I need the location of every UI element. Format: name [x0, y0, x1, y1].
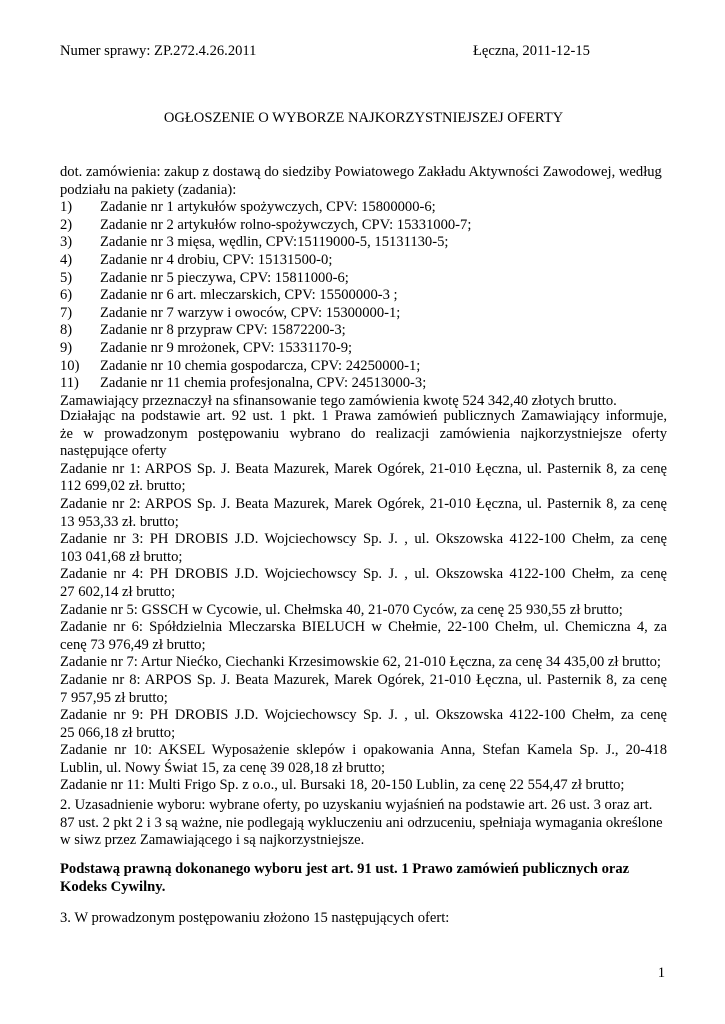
task-item [60, 252, 667, 270]
task-number: 4) [60, 251, 73, 268]
legal-basis-section [60, 861, 667, 896]
award-line: Zadanie nr 4: PH DROBIS J.D. Wojciechowscy Sp. J. , ul. Okszowska 4122-100 Chełm, za cenę [60, 566, 667, 583]
award-item [60, 777, 667, 795]
task-item [60, 322, 667, 340]
award-line: 25 066,18 zł brutto; [60, 724, 176, 741]
award-item [60, 707, 667, 742]
legal-basis-line: Kodeks Cywilny. [60, 878, 166, 895]
task-text: Zadanie nr 10 chemia gospodarcza, CPV: 24250000-1; [100, 357, 421, 374]
task-text: Zadanie nr 1 artykułów spożywczych, CPV: 15800000-6; [100, 199, 436, 216]
task-item [60, 340, 667, 358]
task-text: Zadanie nr 8 przypraw CPV: 15872200-3; [100, 322, 346, 339]
task-number: 2) [60, 216, 73, 233]
task-text: Zadanie nr 11 chemia profesjonalna, CPV: 24513000-3; [100, 375, 427, 392]
offers-count: 3. W prowadzonym postępowaniu złożono 15 następujących ofert: [60, 910, 450, 926]
document-header [60, 43, 667, 61]
award-line: Zadanie nr 6: Spółdzielnia Mleczarska BIELUCH w Chełmie, 22-100 Chełm, ul. Chemiczna 4, za [60, 619, 667, 636]
task-number: 7) [60, 304, 73, 321]
award-item [60, 496, 667, 531]
task-number: 10) [60, 357, 80, 374]
award-line: cenę 73 976,49 zł brutto; [60, 636, 206, 653]
intro-line: że w prowadzonym postępowaniu wybrano do realizacji zamówienia najkorzystniejsze oferty [60, 425, 667, 442]
intro-line: następujące oferty [60, 443, 167, 460]
award-line: Zadanie nr 10: AKSEL Wyposażenie sklepów i opakowania Anna, Stefan Kamela Sp. J., 20-418 [60, 742, 667, 759]
award-item [60, 672, 667, 707]
award-line: Zadanie nr 7: Artur Niećko, Ciechanki Krzesimowskie 62, 21-010 Łęczna, za cenę 34 435,00 zł brutto; [60, 654, 661, 671]
task-text: Zadanie nr 9 mrożonek, CPV: 15331170-9; [100, 339, 353, 356]
subject-section [60, 164, 667, 410]
award-line: Zadanie nr 1: ARPOS Sp. J. Beata Mazurek, Marek Ogórek, 21-010 Łęczna, ul. Pasternik 8, za cenę [60, 460, 667, 477]
task-item [60, 287, 667, 305]
task-number: 5) [60, 269, 73, 286]
award-line: Zadanie nr 11: Multi Frigo Sp. z o.o., ul. Bursaki 18, 20-150 Lublin, za cenę 22 554,47 zł brutto; [60, 777, 625, 794]
justification-line: w siwz przez Zamawiającego i są najkorzystniejsze. [60, 832, 365, 849]
award-line: Zadanie nr 2: ARPOS Sp. J. Beata Mazurek, Marek Ogórek, 21-010 Łęczna, ul. Pasternik 8, za cenę [60, 495, 667, 512]
task-text: Zadanie nr 3 mięsa, wędlin, CPV:15119000-5, 15131130-5; [100, 234, 449, 251]
award-line: Zadanie nr 3: PH DROBIS J.D. Wojciechowscy Sp. J. , ul. Okszowska 4122-100 Chełm, za cenę [60, 531, 667, 548]
task-text: Zadanie nr 2 artykułów rolno-spożywczych, CPV: 15331000-7; [100, 216, 472, 233]
task-text: Zadanie nr 4 drobiu, CPV: 15131500-0; [100, 251, 333, 268]
award-item [60, 461, 667, 496]
justification-line: 2. Uzasadnienie wyboru: wybrane oferty, po uzyskaniu wyjaśnień na podstawie art. 26 ust. 3 oraz art. [60, 797, 653, 813]
legal-basis-line: Podstawą prawną dokonanego wyboru jest art. 91 ust. 1 Prawo zamówień publicznych oraz [60, 861, 630, 877]
task-number: 11) [60, 375, 79, 392]
award-line: 103 041,68 zł brutto; [60, 548, 183, 565]
task-item [60, 358, 667, 376]
award-item [60, 566, 667, 601]
document-page [60, 0, 667, 1024]
task-text: Zadanie nr 7 warzyw i owoców, CPV: 15300000-1; [100, 304, 401, 321]
task-text: Zadanie nr 5 pieczywa, CPV: 15811000-6; [100, 269, 349, 286]
award-line: Zadanie nr 9: PH DROBIS J.D. Wojciechowscy Sp. J. , ul. Okszowska 4122-100 Chełm, za cenę [60, 707, 667, 724]
award-item [60, 619, 667, 654]
task-item [60, 217, 667, 235]
task-item [60, 375, 667, 393]
award-item [60, 654, 667, 672]
award-line: 27 602,14 zł brutto; [60, 583, 176, 600]
award-item [60, 602, 667, 620]
selection-section [60, 408, 667, 795]
award-line: 7 957,95 zł brutto; [60, 689, 168, 706]
justification-section [60, 797, 667, 850]
task-number: 9) [60, 339, 73, 356]
task-item [60, 199, 667, 217]
intro-line: Działając na podstawie art. 92 ust. 1 pkt. 1 Prawa zamówień publicznych Zamawiający informuje, [60, 408, 667, 424]
budget-line: Zamawiający przeznaczył na sfinansowanie tego zamówienia kwotę 524 342,40 złotych brutto. [60, 392, 617, 409]
award-item [60, 531, 667, 566]
award-line: Lublin, ul. Nowy Świat 15, za cenę 39 028,18 zł brutto; [60, 759, 386, 776]
task-list [60, 199, 667, 393]
award-line: Zadanie nr 5: GSSCH w Cycowie, ul. Chełmska 40, 21-070 Cyców, za cenę 25 930,55 zł brutto; [60, 601, 623, 618]
task-item [60, 270, 667, 288]
award-line: 13 953,33 zł. brutto; [60, 513, 179, 530]
page-number: 1 [657, 965, 665, 981]
subject-line: podziału na pakiety (zadania): [60, 181, 237, 198]
subject-line: dot. zamówienia: zakup z dostawą do siedziby Powiatowego Zakładu Aktywności Zawodowej, według [60, 164, 662, 180]
award-line: 112 699,02 zł. brutto; [60, 478, 186, 495]
task-number: 6) [60, 287, 73, 304]
case-number: Numer sprawy: ZP.272.4.26.2011 [60, 43, 257, 59]
task-item [60, 234, 667, 252]
task-number: 8) [60, 322, 73, 339]
task-number: 3) [60, 234, 73, 251]
place-date: Łęczna, 2011-12-15 [473, 43, 590, 59]
task-text: Zadanie nr 6 art. mleczarskich, CPV: 15500000-3 ; [100, 287, 398, 304]
document-title: OGŁOSZENIE O WYBORZE NAJKORZYSTNIEJSZEJ OFERTY [163, 110, 564, 126]
justification-line: 87 ust. 2 pkt 2 i 3 są ważne, nie podlegają wykluczeniu ani odrzuceniu, spełniaja wymagania określone [60, 814, 663, 831]
award-line: Zadanie nr 8: ARPOS Sp. J. Beata Mazurek, Marek Ogórek, 21-010 Łęczna, ul. Pasternik 8, za cenę [60, 671, 667, 688]
award-list [60, 461, 667, 795]
award-item [60, 742, 667, 777]
task-number: 1) [60, 199, 73, 216]
task-item [60, 305, 667, 323]
